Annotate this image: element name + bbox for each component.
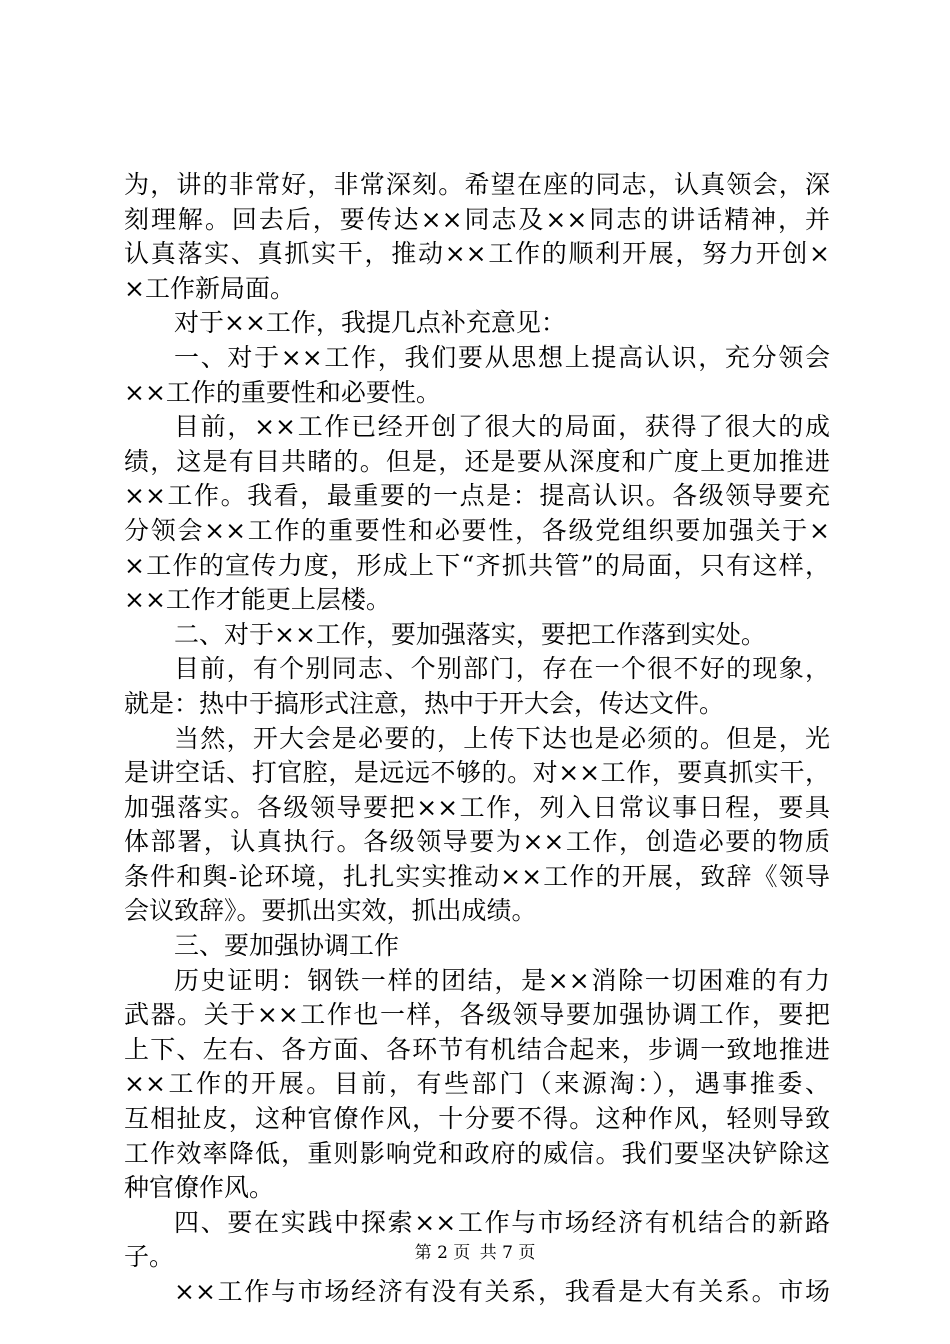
text-line: 对于××工作，我提几点补充意见： [174, 308, 566, 338]
text-line: ××工作。我看，最重要的一点是：提高认识。各级领导要充 [124, 481, 830, 511]
text-line: ××工作的重要性和必要性。 [124, 377, 441, 407]
text-line: 体部署，认真执行。各级领导要为××工作，创造必要的物质 [124, 827, 830, 857]
text-line: 分领会××工作的重要性和必要性，各级党组织要加强关于× [124, 515, 830, 545]
text-line: 上下、左右、各方面、各环节有机结合起来，步调一致地推进 [124, 1034, 830, 1064]
text-line: 种官僚作风。 [124, 1173, 275, 1203]
text-line: 工作效率降低，重则影响党和政府的威信。我们要坚决铲除这 [124, 1138, 830, 1168]
page-total: 共 7 页 [479, 1243, 536, 1263]
page-number: 第 2 页 [414, 1243, 471, 1263]
text-line: 当然，开大会是必要的，上传下达也是必须的。但是，光 [174, 723, 830, 753]
text-line: ××工作的开展。目前，有些部门（来源淘：），遇事推委、 [124, 1069, 830, 1099]
text-line: 会议致辞》。要抓出实效，抓出成绩。 [124, 896, 537, 926]
text-line: 加强落实。各级领导要把××工作，列入日常议事日程，要具 [124, 792, 830, 822]
text-line: 目前，有个别同志、个别部门，存在一个很不好的现象， [174, 654, 830, 684]
text-line: 武器。关于××工作也一样，各级领导要加强协调工作，要把 [124, 1000, 830, 1030]
text-line: 为，讲的非常好，非常深刻。希望在座的同志，认真领会，深 [124, 170, 830, 199]
text-line: 历史证明：钢铁一样的团结，是××消除一切困难的有力 [174, 965, 830, 995]
text-line: 目前，××工作已经开创了很大的局面，获得了很大的成 [174, 412, 830, 442]
text-line: 就是：热中于搞形式注意，热中于开大会，传达文件。 [124, 688, 725, 718]
text-line: 互相扯皮，这种官僚作风，十分要不得。这种作风，轻则导致 [124, 1104, 830, 1134]
text-line: 是讲空话、打官腔，是远远不够的。对××工作，要真抓实干， [124, 758, 830, 788]
text-line: 四、要在实践中探索××工作与市场经济有机结合的新路 [174, 1207, 830, 1237]
text-line: 一、对于××工作，我们要从思想上提高认识，充分领会 [174, 342, 830, 372]
text-line: 刻理解。回去后，要传达××同志及××同志的讲话精神，并 [124, 204, 830, 234]
text-line: 认真落实、真抓实干，推动××工作的顺利开展，努力开创× [124, 239, 830, 269]
text-line: 条件和舆-论环境，扎扎实实推动××工作的开展，致辞《领导 [124, 861, 830, 891]
text-line: ×工作新局面。 [124, 273, 295, 303]
text-line: 子。 [124, 1242, 175, 1272]
text-line: ××工作与市场经济有没有关系，我看是大有关系。市场 [174, 1277, 830, 1306]
text-line: 三、要加强协调工作 [174, 931, 400, 961]
text-line: ××工作才能更上层楼。 [124, 585, 391, 615]
document-body [124, 168, 830, 1310]
text-line: ×工作的宣传力度，形成上下“齐抓共管”的局面，只有这样， [124, 550, 830, 580]
text-line: 二、对于××工作，要加强落实，要把工作落到实处。 [174, 619, 766, 649]
text-line: 绩，这是有目共睹的。但是，还是要从深度和广度上更加推进 [124, 446, 830, 476]
page-footer [0, 1242, 950, 1264]
